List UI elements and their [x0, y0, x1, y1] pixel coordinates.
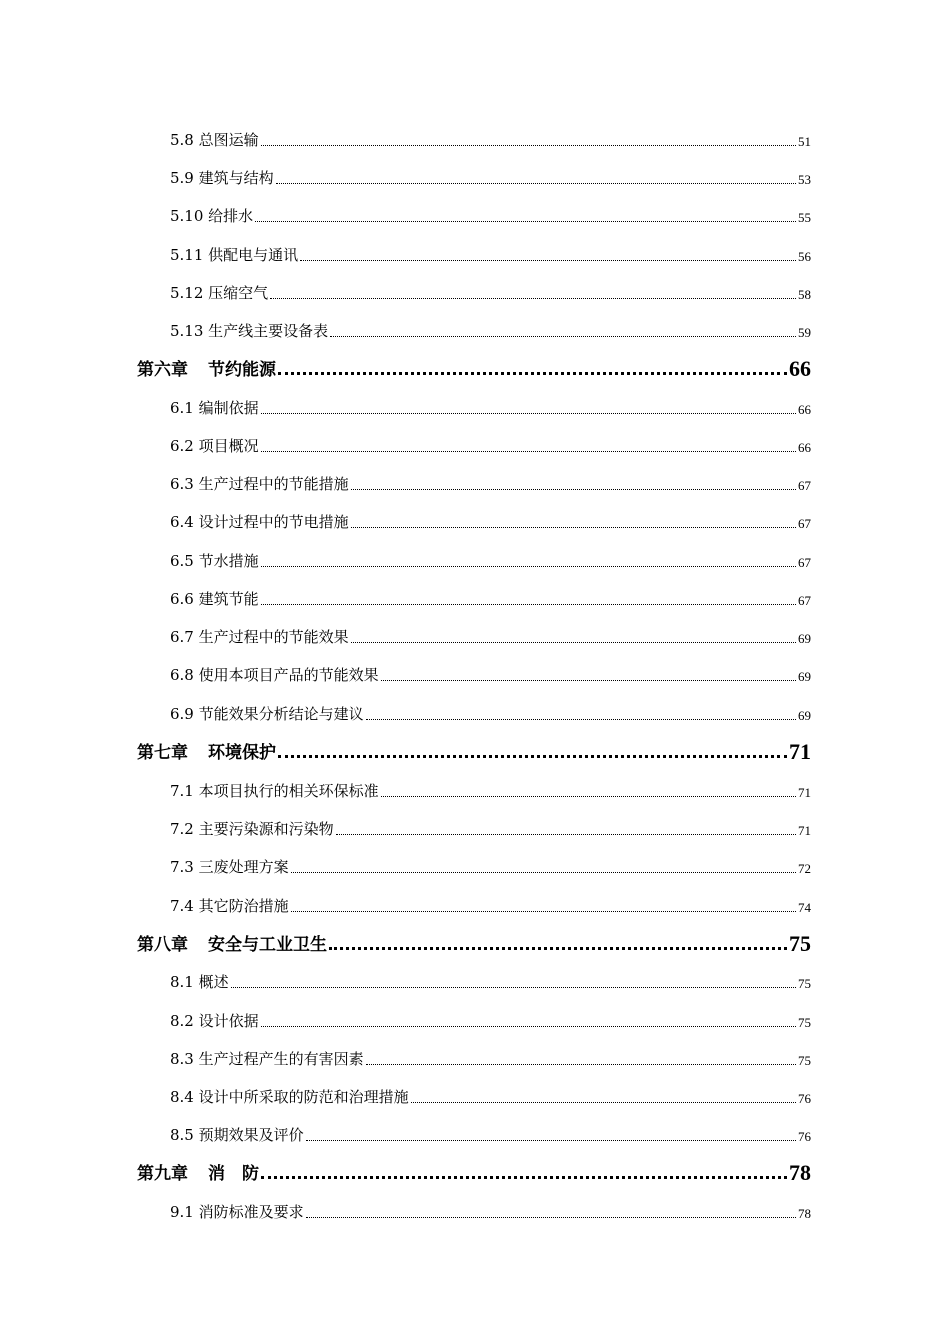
toc-entry[interactable] [170, 204, 811, 226]
toc-entry[interactable] [170, 625, 811, 647]
toc-entry[interactable] [170, 549, 811, 571]
dot-leader [381, 679, 796, 681]
toc-entry[interactable] [170, 281, 811, 303]
dot-leader [278, 371, 787, 375]
toc-page-number: 58 [798, 287, 811, 302]
toc-entry[interactable] [170, 1200, 811, 1222]
toc-page-number: 71 [798, 823, 811, 838]
dot-leader [291, 871, 796, 873]
toc-page-number: 75 [798, 1053, 811, 1068]
dot-leader [351, 641, 796, 643]
toc-page-number: 75 [798, 976, 811, 991]
toc-entry-label: 7.4 其它防治措施 [170, 897, 289, 915]
toc-chapter-entry[interactable] [137, 929, 811, 955]
toc-page-number: 66 [798, 402, 811, 417]
dot-leader [329, 946, 787, 950]
toc-page-number: 67 [798, 555, 811, 570]
dot-leader [306, 1216, 796, 1218]
toc-page-number: 78 [789, 1160, 811, 1185]
toc-entry-label: 8.3 生产过程产生的有害因素 [170, 1050, 364, 1068]
toc-page-number: 75 [798, 1015, 811, 1030]
toc-entry-label: 8.2 设计依据 [170, 1012, 259, 1030]
toc-entry-label: 6.5 节水措施 [170, 552, 259, 570]
toc-page-number: 72 [798, 861, 811, 876]
toc-entry-label: 5.10 给排水 [170, 207, 254, 225]
toc-entry-label: 6.9 节能效果分析结论与建议 [170, 705, 364, 723]
dot-leader [381, 795, 796, 797]
toc-chapter-number: 第八章 [137, 935, 188, 955]
toc-entry-label: 5.12 压缩空气 [170, 284, 269, 302]
toc-page-number: 71 [789, 739, 811, 764]
dot-leader [261, 1025, 796, 1027]
toc-page-number: 66 [798, 440, 811, 455]
toc-chapter-number: 第九章 [137, 1164, 188, 1184]
toc-entry[interactable] [170, 319, 811, 341]
toc-entry-label: 5.9 建筑与结构 [170, 169, 274, 187]
toc-entry-label: 6.2 项目概况 [170, 437, 259, 455]
toc-chapter-entry[interactable] [137, 1158, 811, 1184]
dot-leader [261, 450, 796, 452]
toc-chapter-title: 消 防 [208, 1164, 259, 1184]
toc-page-number: 76 [798, 1091, 811, 1106]
toc-entry-label: 6.4 设计过程中的节电措施 [170, 513, 349, 531]
toc-chapter-entry[interactable] [137, 737, 811, 763]
toc-entry-label: 6.8 使用本项目产品的节能效果 [170, 666, 379, 684]
dot-leader [261, 412, 796, 414]
toc-entry[interactable] [170, 1123, 811, 1145]
toc-entry-label: 6.3 生产过程中的节能措施 [170, 475, 349, 493]
toc-entry[interactable] [170, 510, 811, 532]
toc-entry[interactable] [170, 396, 811, 418]
toc-page-number: 78 [798, 1206, 811, 1221]
toc-entry[interactable] [170, 817, 811, 839]
dot-leader [351, 488, 796, 490]
toc-entry[interactable] [170, 472, 811, 494]
toc-entry-label: 8.5 预期效果及评价 [170, 1126, 304, 1144]
toc-chapter-title: 安全与工业卫生 [208, 935, 327, 955]
toc-entry[interactable] [170, 663, 811, 685]
toc-entry[interactable] [170, 855, 811, 877]
toc-chapter-title: 环境保护 [208, 743, 276, 763]
toc-page-number: 69 [798, 631, 811, 646]
toc-page-number: 75 [789, 931, 811, 956]
toc-page-number: 51 [798, 134, 811, 149]
toc-page-number: 71 [798, 785, 811, 800]
toc-chapter-entry[interactable] [137, 354, 811, 380]
toc-entry-label: 9.1 消防标准及要求 [170, 1203, 304, 1221]
dot-leader [411, 1101, 796, 1103]
toc-page-number: 66 [789, 356, 811, 381]
toc-entry[interactable] [170, 894, 811, 916]
dot-leader [351, 526, 796, 528]
toc-entry[interactable] [170, 128, 811, 150]
toc-entry[interactable] [170, 434, 811, 456]
toc-entry-label: 6.6 建筑节能 [170, 590, 259, 608]
toc-entry-label: 7.3 三废处理方案 [170, 858, 289, 876]
dot-leader [291, 910, 796, 912]
toc-entry-label: 7.2 主要污染源和污染物 [170, 820, 334, 838]
toc-entry[interactable] [170, 587, 811, 609]
dot-leader [300, 259, 796, 261]
dot-leader [255, 220, 796, 222]
toc-entry[interactable] [170, 1047, 811, 1069]
dot-leader [336, 833, 796, 835]
toc-page-number: 53 [798, 172, 811, 187]
toc-entry[interactable] [170, 166, 811, 188]
toc-chapter-number: 第六章 [137, 360, 188, 380]
toc-entry[interactable] [170, 243, 811, 265]
toc-entry-label: 5.13 生产线主要设备表 [170, 322, 329, 340]
toc-chapter-number: 第七章 [137, 743, 188, 763]
toc-entry[interactable] [170, 970, 811, 992]
dot-leader [276, 182, 796, 184]
dot-leader [306, 1139, 796, 1141]
dot-leader [231, 986, 796, 988]
toc-entry[interactable] [170, 779, 811, 801]
toc-page-number: 74 [798, 900, 811, 915]
toc-page-number: 69 [798, 708, 811, 723]
toc-entry[interactable] [170, 1085, 811, 1107]
toc-page-number: 76 [798, 1129, 811, 1144]
toc-page-number: 55 [798, 210, 811, 225]
dot-leader [366, 1063, 796, 1065]
dot-leader [366, 718, 796, 720]
toc-entry-label: 6.1 编制依据 [170, 399, 259, 417]
toc-entry-label: 8.1 概述 [170, 973, 229, 991]
toc-entry-label: 7.1 本项目执行的相关环保标准 [170, 782, 379, 800]
dot-leader [278, 754, 787, 758]
dot-leader [261, 603, 796, 605]
toc-page-number: 67 [798, 593, 811, 608]
toc-page-number: 69 [798, 669, 811, 684]
toc-entry-label: 6.7 生产过程中的节能效果 [170, 628, 349, 646]
dot-leader [261, 144, 796, 146]
dot-leader [330, 335, 796, 337]
toc-entry-label: 5.11 供配电与通讯 [170, 246, 299, 264]
toc-page-number: 59 [798, 325, 811, 340]
dot-leader [261, 1175, 787, 1179]
toc-entry-label: 5.8 总图运输 [170, 131, 259, 149]
toc-page-number: 67 [798, 478, 811, 493]
toc-chapter-title: 节约能源 [208, 360, 276, 380]
toc-page-number: 56 [798, 249, 811, 264]
toc-page-number: 67 [798, 516, 811, 531]
toc-entry-label: 8.4 设计中所采取的防范和治理措施 [170, 1088, 409, 1106]
dot-leader [261, 565, 796, 567]
dot-leader [270, 297, 796, 299]
toc-entry[interactable] [170, 702, 811, 724]
toc-entry[interactable] [170, 1009, 811, 1031]
